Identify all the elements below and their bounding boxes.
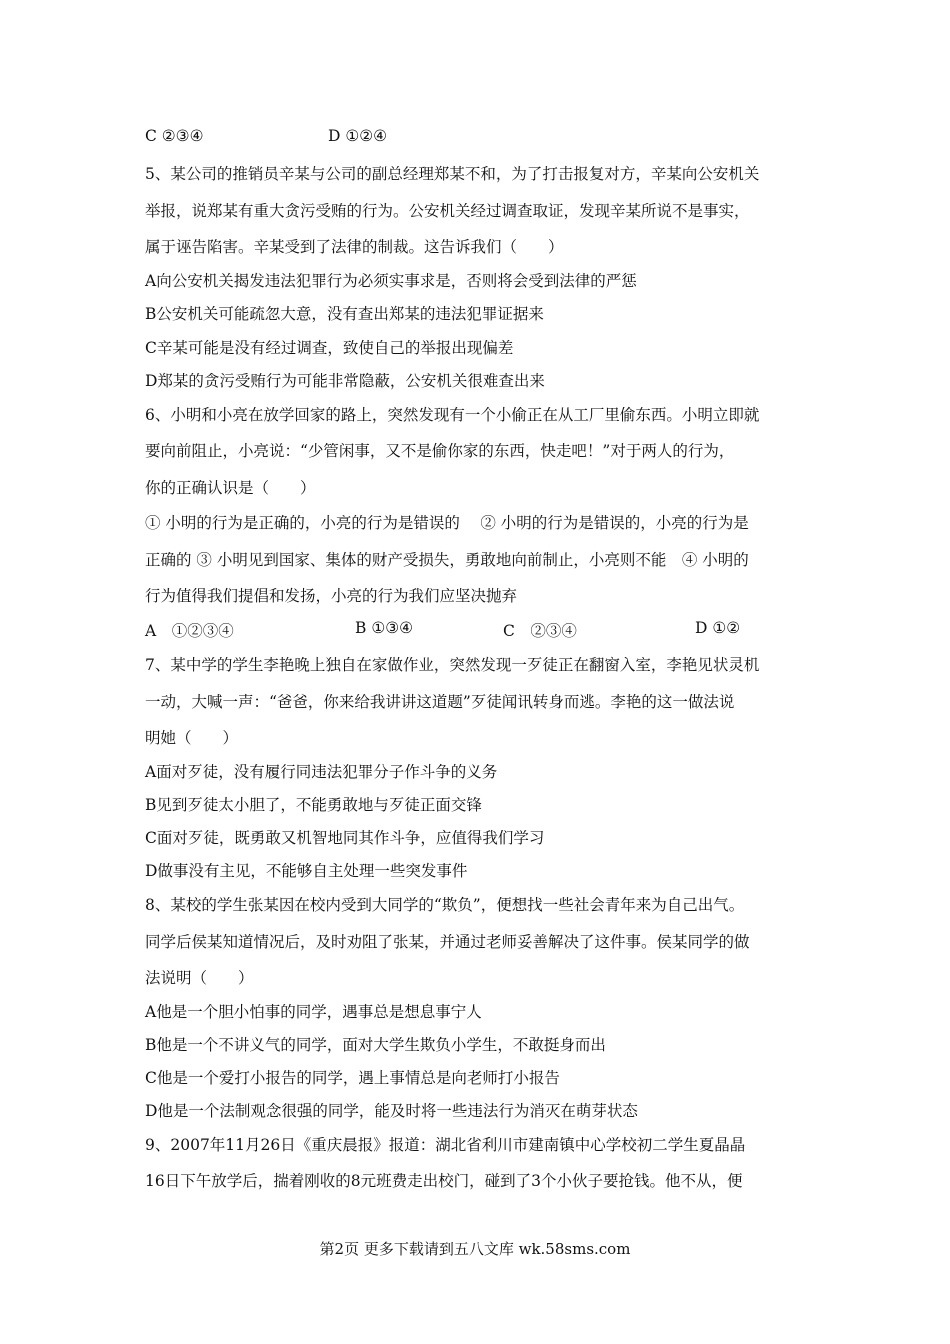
- q7-option-c: C面对歹徒，既勇敢又机智地同其作斗争，应值得我们学习: [145, 829, 545, 847]
- q6-line-6: 行为值得我们提倡和发扬，小亮的行为我们应坚决抛弃: [145, 587, 518, 605]
- q8-line-3: 法说明（ ）: [145, 969, 254, 987]
- q8-line-2: 同学后侯某知道情况后，及时劝阻了张某，并通过老师妥善解决了这件事。侯某同学的做: [145, 933, 750, 951]
- q5-option-c: C辛某可能是没有经过调查，致使自己的举报出现偏差: [145, 339, 514, 357]
- q6-line-2: 要向前阻止，小亮说：“少管闲事，又不是偷你家的东西，快走吧！”对于两人的行为，: [145, 442, 735, 460]
- q7-option-b: B见到歹徒太小胆了，不能勇敢地与歹徒正面交锋: [145, 796, 482, 814]
- q8-option-b: B他是一个不讲义气的同学，面对大学生欺负小学生，不敢挺身而出: [145, 1036, 606, 1054]
- option-d-prev: D ①②④: [328, 127, 388, 145]
- q5-line-1: 5、某公司的推销员辛某与公司的副总经理郑某不和，为了打击报复对方，辛某向公安机关: [145, 165, 760, 183]
- option-c-prev: C ②③④: [145, 127, 204, 145]
- q8-option-c: C他是一个爱打小报告的同学，遇上事情总是向老师打小报告: [145, 1069, 560, 1087]
- q8-option-d: D他是一个法制观念很强的同学，能及时将一些违法行为消灭在萌芽状态: [145, 1102, 638, 1120]
- q5-option-d: D郑某的贪污受贿行为可能非常隐蔽，公安机关很难查出来: [145, 372, 545, 390]
- q8-option-a: A他是一个胆小怕事的同学，遇事总是想息事宁人: [145, 1003, 482, 1021]
- q6-option-b: B ①③④: [355, 619, 414, 637]
- q6-option-c: C ②③④: [503, 622, 577, 640]
- q7-line-3: 明她（ ）: [145, 729, 239, 747]
- q7-line-1: 7、某中学的学生李艳晚上独自在家做作业，突然发现一歹徒正在翻窗入室，李艳见状灵机: [145, 656, 760, 674]
- q6-line-1: 6、小明和小亮在放学回家的路上，突然发现有一个小偷正在从工厂里偷东西。小明立即就: [145, 406, 760, 424]
- q5-line-2: 举报，说郑某有重大贪污受贿的行为。公安机关经过调查取证，发现辛某所说不是事实，: [145, 202, 750, 220]
- q6-option-d: D ①②: [695, 619, 741, 637]
- q6-line-5: 正确的 ③ 小明见到国家、集体的财产受损失，勇敢地向前制止，小亮则不能 ④ 小明的: [145, 551, 749, 569]
- q7-option-d: D做事没有主见，不能够自主处理一些突发事件: [145, 862, 468, 880]
- q7-line-2: 一动，大喊一声：“爸爸，你来给我讲讲这道题”歹徒闻讯转身而逃。李艳的这一做法说: [145, 693, 735, 711]
- q9-line-1: 9、2007年11月26日《重庆晨报》报道：湖北省利川市建南镇中心学校初二学生夏晶晶: [145, 1136, 746, 1154]
- q8-line-1: 8、某校的学生张某因在校内受到大同学的“欺负”，便想找一些社会青年来为自己出气。: [145, 896, 745, 914]
- q7-option-a: A面对歹徒，没有履行同违法犯罪分子作斗争的义务: [145, 763, 498, 781]
- q5-line-3: 属于诬告陷害。辛某受到了法律的制裁。这告诉我们（ ）: [145, 238, 564, 256]
- q6-option-a: A ①②③④: [145, 622, 234, 640]
- q5-option-a: A向公安机关揭发违法犯罪行为必须实事求是，否则将会受到法律的严惩: [145, 272, 637, 290]
- page-footer: 第2页 更多下载请到五八文库 wk.58sms.com: [319, 1240, 631, 1258]
- q5-option-b: B公安机关可能疏忽大意，没有查出郑某的违法犯罪证据来: [145, 305, 544, 323]
- q6-line-3: 你的正确认识是（ ）: [145, 479, 316, 497]
- q9-line-2: 16日下午放学后，揣着刚收的8元班费走出校门，碰到了3个小伙子要抢钱。他不从，便: [145, 1172, 743, 1190]
- q6-line-4: ① 小明的行为是正确的，小亮的行为是错误的 ② 小明的行为是错误的，小亮的行为是: [145, 514, 749, 532]
